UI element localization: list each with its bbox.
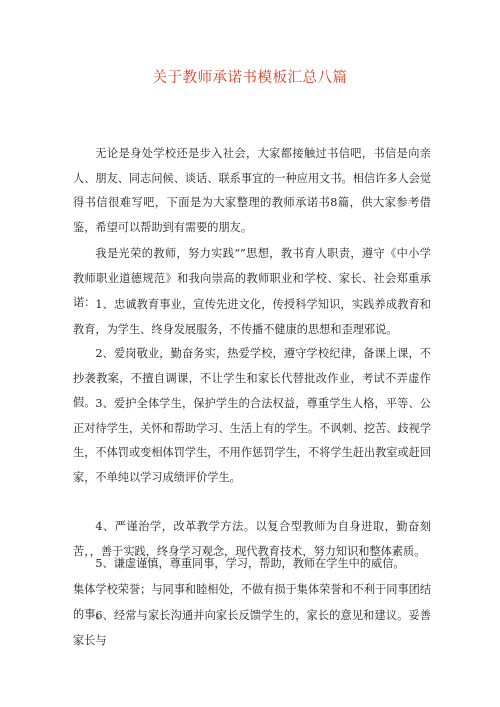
paragraph-item-5-continued: 集体学校荣誉；与同事和睦相处，不做有损于集体荣誉和不利于同事团结的事。 [73, 583, 432, 621]
paragraph-item-5: 5、谦虚谨慎，尊重同事，学习，帮助，教师在学生中的威信。 [95, 557, 405, 570]
paragraph-intro: 无论是身处学校还是步入社会，大家都接触过书信吧，书信是向亲人、朋友、同志问候、谈话、联系事宜的一种应用文书。相信许多人会觉得书信很难写吧，下面是为大家整理的教师承诺书8篇，供大家参考借鉴，希望可以帮助到有需要的朋友。 [73, 147, 432, 234]
paragraph-item-3: 3、爱护全体学生，保护学生的合法权益，尊重学生人格，平等、公正对待学生，关怀和帮助学习、生活上有的学生。不讽刺、挖苦、歧视学生，不体罚或变相体罚学生，不用作惩罚学生，不将学生赶出教室或赶回家，不单纯以学习成绩评价学生。 [73, 397, 432, 484]
document-title: 关于教师承诺书模板汇总八篇 [152, 70, 348, 86]
paragraph-item-4: 4、严谨治学，改革教学方法。以复合型教师为自身进取，勤奋刻苦，，善于实践，终身学习观念，现代教育技术，努力知识和整体素质。 [73, 520, 431, 558]
paragraph-item-1: 1、忠诚教育事业，宣传先进文化，传授科学知识，实践养成教育和教育，为学生、终身发展服务，不传播不健康的思想和歪理邪说。 [73, 298, 431, 336]
paragraph-item-6: 6、经常与家长沟通并向家长反馈学生的，家长的意见和建议。妥善家长与 [73, 609, 431, 647]
paragraph-pledge-opening: 我是光荣的教师，努力实践“”思想，教书育人职责，遵守《中小学教师职业道德规范》和我向崇高的教师职业和学校、家长、社会郑重承诺： [73, 247, 431, 310]
paragraph-item-2: 2、爱岗敬业，勤奋务实，热爱学校，遵守学校纪律，备课上课，不抄袭教案，不擅自调课，不让学生和家长代替批改作业，考试不弄虚作假。 [73, 347, 431, 410]
